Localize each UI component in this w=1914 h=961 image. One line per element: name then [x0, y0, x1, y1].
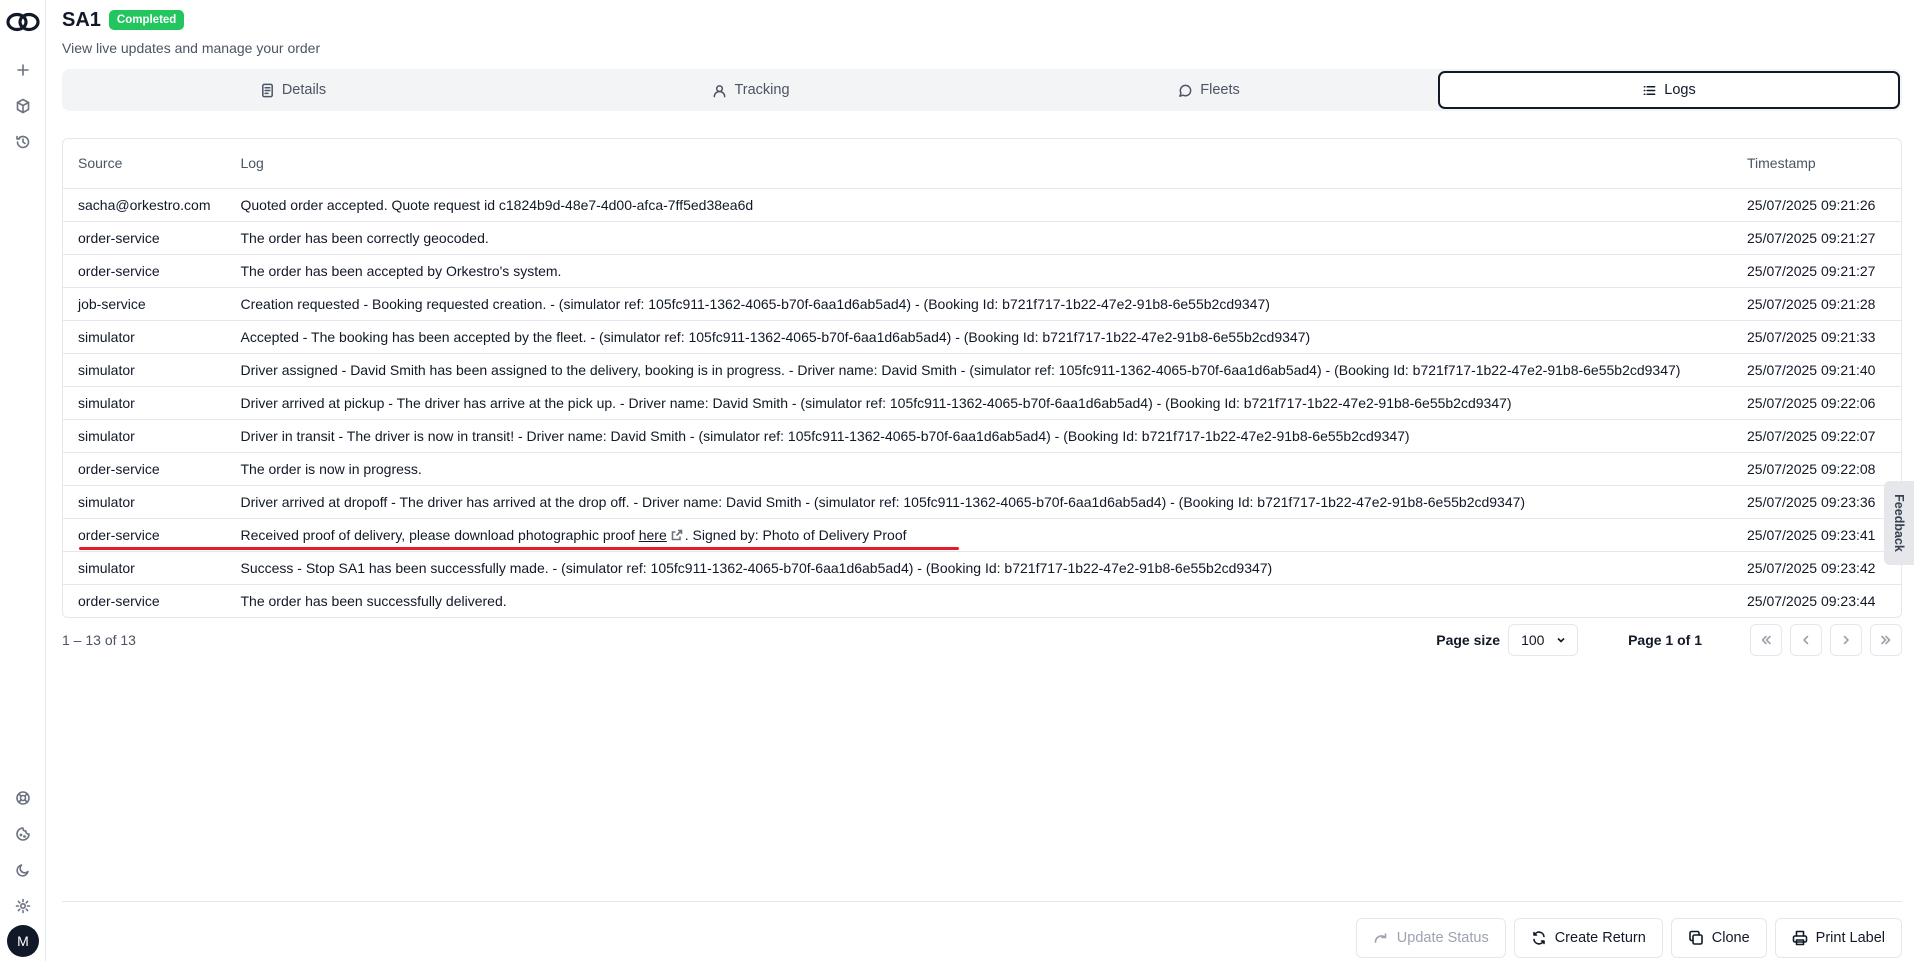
last-page-button[interactable] [1870, 624, 1902, 656]
table-row [63, 419, 1901, 452]
button-label: Clone [1711, 930, 1750, 946]
cell-timestamp: 25/07/2025 09:22:08 [1741, 452, 1901, 485]
first-page-button[interactable] [1750, 624, 1782, 656]
external-link-icon[interactable] [671, 528, 683, 540]
cell-source: order-service [63, 254, 225, 287]
cell-source: order-service [63, 221, 225, 254]
table-row [63, 320, 1901, 353]
cell-timestamp: 25/07/2025 09:21:28 [1741, 287, 1901, 320]
table-row [63, 353, 1901, 386]
action-bar [1356, 918, 1902, 958]
cell-source: order-service [78, 592, 160, 609]
cell-log: Quoted order accepted. Quote request id c1824b9d-48e7-4d00-afca-7ff5ed38ea6d [225, 188, 1741, 221]
cell-log: Success - Stop SA1 has been successfully made. - (simulator ref: 105fc911-1362-4065-b70f-6aa1d6ab5ad4) - (Booking Id: b721f717-1b22-47e2-91b8-6e55b2cd9347) [225, 551, 1741, 584]
log-text: . Signed by: Photo of Delivery Proof [684, 526, 907, 543]
button-label: Print Label [1815, 930, 1885, 946]
previous-page-button[interactable] [1790, 624, 1822, 656]
cell-log: The order is now in progress. [225, 452, 1741, 485]
cell-source: order-service [63, 452, 225, 485]
cell-log: Accepted - The booking has been accepted by the fleet. - (simulator ref: 105fc911-1362-4065-b70f-6aa1d6ab5ad4) - (Booking Id: b721f717-1b22-47e2-91b8-6e55b2cd9347) [225, 320, 1741, 353]
avatar[interactable]: M [7, 925, 39, 957]
cell-timestamp: 25/07/2025 09:23:41 [1741, 518, 1901, 551]
cell-timestamp: 25/07/2025 09:22:07 [1741, 419, 1901, 452]
cell-source: order-service [63, 518, 225, 551]
cell-timestamp: 25/07/2025 09:21:33 [1741, 320, 1901, 353]
cell-source: simulator [63, 386, 225, 419]
tab-label: Fleets [1200, 82, 1240, 98]
table-row [63, 485, 1901, 518]
table-row [63, 221, 1901, 254]
cell-timestamp: 25/07/2025 09:21:27 [1741, 221, 1901, 254]
cell-timestamp: 25/07/2025 09:23:36 [1741, 485, 1901, 518]
column-header-timestamp[interactable]: Timestamp [1741, 139, 1901, 188]
pagination-bar [62, 624, 1902, 656]
cell-source: job-service [63, 287, 225, 320]
plus-icon[interactable] [11, 58, 35, 82]
cell-timestamp: 25/07/2025 09:21:40 [1741, 353, 1901, 386]
cell-log: Creation requested - Booking requested creation. - (simulator ref: 105fc911-1362-4065-b70f-6aa1d6ab5ad4) - (Booking Id: b721f717-1b22-47e2-91b8-6e55b2cd9347) [225, 287, 1741, 320]
table-row [63, 584, 1901, 617]
refresh-icon [1531, 930, 1547, 946]
clone-button[interactable] [1671, 918, 1767, 958]
list-icon [1642, 83, 1657, 98]
button-label: Create Return [1554, 930, 1646, 946]
chevron-down-icon [1555, 634, 1567, 646]
chevron-right-icon [1839, 633, 1853, 647]
status-badge: Completed [109, 10, 184, 30]
brand-logo[interactable] [6, 12, 40, 32]
button-label: Update Status [1396, 930, 1489, 946]
feedback-tab[interactable] [1884, 481, 1914, 565]
chat-bubble-icon [1178, 83, 1193, 98]
chevrons-right-icon [1879, 633, 1893, 647]
table-row [63, 287, 1901, 320]
cell-log: The order has been accepted by Orkestro's system. [225, 254, 1741, 287]
cell-log: The order has been successfully delivered. [240, 592, 507, 609]
cell-log: Driver assigned - David Smith has been assigned to the delivery, booking is in progress. - Driver name: David Smith - (simulator ref: 105fc911-1362-4065-b70f-6aa1d6ab5ad4) - (Booking Id: b721f717-1b22-47e2-91b8-6e55b2cd9347) [225, 353, 1741, 386]
chevrons-left-icon [1759, 633, 1773, 647]
cell-log: Driver in transit - The driver is now in transit! - Driver name: David Smith - (simulator ref: 105fc911-1362-4065-b70f-6aa1d6ab5ad4) - (Booking Id: b721f717-1b22-47e2-91b8-6e55b2cd9347) [225, 419, 1741, 452]
tab-fleets[interactable] [980, 71, 1438, 109]
tab-tracking[interactable] [522, 71, 980, 109]
tab-label: Details [281, 82, 327, 98]
main-content [62, 0, 1902, 961]
history-icon[interactable] [11, 130, 35, 154]
tab-label: Logs [1664, 82, 1696, 98]
cell-timestamp: 25/07/2025 09:22:06 [1741, 386, 1901, 419]
tab-bar [62, 69, 1902, 111]
logs-table [62, 138, 1902, 618]
cell-source: simulator [63, 551, 225, 584]
next-page-button[interactable] [1830, 624, 1862, 656]
cell-log: Driver arrived at pickup - The driver has arrive at the pick up. - Driver name: David Smith - (simulator ref: 105fc911-1362-4065-b70f-6aa1d6ab5ad4) - (Booking Id: b721f717-1b22-47e2-91b8-6e55b2cd9347) [225, 386, 1741, 419]
footer-divider [62, 901, 1902, 902]
cell-source: simulator [63, 320, 225, 353]
copy-icon [1688, 930, 1704, 946]
cell-timestamp: 25/07/2025 09:21:27 [1741, 254, 1901, 287]
package-icon[interactable] [11, 94, 35, 118]
update-status-button[interactable] [1356, 918, 1506, 958]
page-subtitle: View live updates and manage your order [62, 40, 321, 56]
log-text: Received proof of delivery, please download photographic proof [240, 526, 639, 543]
annotation-underline [79, 547, 959, 550]
table-row [63, 188, 1901, 221]
table-row [63, 452, 1901, 485]
table-row [63, 254, 1901, 287]
cell-timestamp: 25/07/2025 09:21:26 [1741, 188, 1901, 221]
user-icon [712, 83, 727, 98]
cell-timestamp: 25/07/2025 09:23:42 [1741, 551, 1901, 584]
cell-source: sacha@orkestro.com [63, 188, 225, 221]
sidebar [0, 0, 46, 961]
page-title: SA1 [62, 9, 101, 31]
page-size-select[interactable] [1508, 624, 1578, 656]
proof-of-delivery-link[interactable]: here [638, 526, 667, 543]
cell-source: simulator [63, 485, 225, 518]
column-header-source[interactable]: Source [63, 139, 225, 188]
tab-details[interactable] [64, 71, 522, 109]
gear-icon[interactable] [11, 894, 35, 918]
printer-icon [1792, 930, 1808, 946]
cell-log: Driver arrived at dropoff - The driver has arrived at the drop off. - Driver name: David Smith - (simulator ref: 105fc911-1362-4065-b70f-6aa1d6ab5ad4) - (Booking Id: b721f717-1b22-47e2-91b8-6e55b2cd9347) [225, 485, 1741, 518]
page-info: Page 1 of 1 [1628, 632, 1702, 648]
table-header-row [63, 139, 1901, 188]
cell-log: The order has been correctly geocoded. [225, 221, 1741, 254]
tab-label: Tracking [734, 82, 790, 98]
table-row [63, 551, 1901, 584]
chevron-left-icon [1799, 633, 1813, 647]
tab-logs[interactable] [1438, 71, 1900, 109]
feedback-label: Feedback [1892, 494, 1907, 552]
redo-arrow-icon [1373, 930, 1389, 946]
help-lifebuoy-icon[interactable] [11, 786, 35, 810]
create-return-button[interactable] [1514, 918, 1663, 958]
print-label-button[interactable] [1775, 918, 1902, 958]
page-size-label: Page size [1436, 632, 1501, 648]
column-header-log[interactable]: Log [225, 139, 1741, 188]
results-range: 1 – 13 of 13 [62, 632, 136, 648]
table-row [63, 386, 1901, 419]
page-size-value: 100 [1521, 632, 1545, 648]
cookie-icon[interactable] [11, 822, 35, 846]
cell-source: simulator [63, 419, 225, 452]
cell-source: simulator [63, 353, 225, 386]
moon-icon[interactable] [11, 858, 35, 882]
document-icon [260, 83, 275, 98]
page-header [62, 8, 320, 56]
cell-timestamp: 25/07/2025 09:23:44 [1747, 592, 1876, 609]
